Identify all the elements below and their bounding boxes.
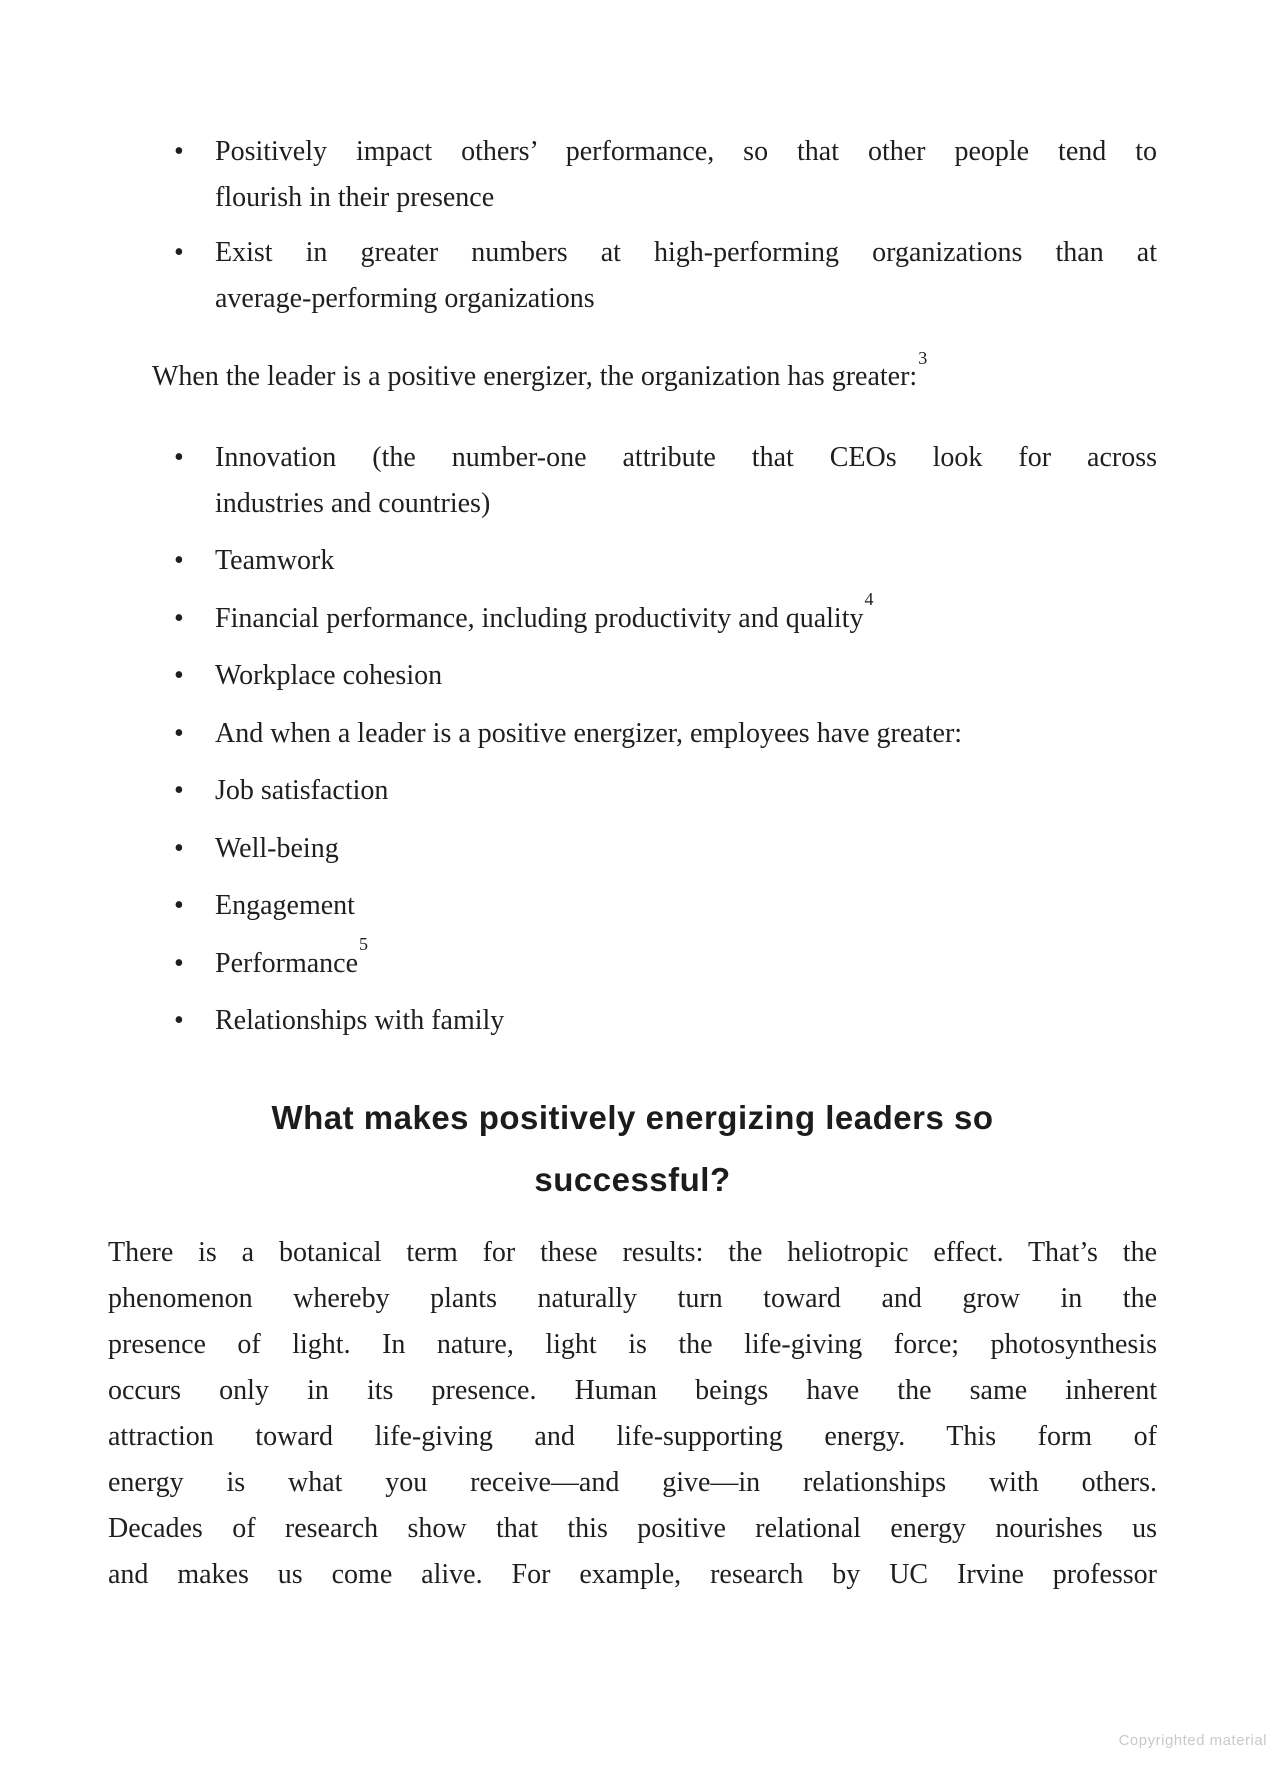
list-item-text: Financial performance, including productivity and quality: [215, 602, 864, 634]
text-line: [215, 589, 1157, 642]
text-line: [215, 934, 1157, 987]
text-line: • Engagement: [215, 890, 355, 921]
copyright-watermark: Copyrighted material: [1118, 1732, 1267, 1749]
text-line: • Relationships with family: [215, 1005, 505, 1036]
list-item: [108, 129, 1157, 220]
list-item: [108, 653, 1157, 699]
list-item: [108, 711, 1157, 757]
lead-paragraph: [108, 347, 1157, 400]
intro-bullet-list: [108, 129, 1157, 331]
lead-text: When the leader is a positive energizer, the organization has greater:: [152, 361, 918, 392]
text-line: phenomenon whereby plants naturally turn toward and grow in the: [108, 1283, 1157, 1314]
text-line: energy is what you receive—and give—in relationships with others.: [108, 1467, 1157, 1498]
text-line: • Teamwork: [215, 545, 335, 576]
text-line: flourish in their presence: [215, 181, 495, 213]
heading-line: What makes positively energizing leaders so: [271, 1099, 994, 1136]
list-item: [108, 589, 1157, 642]
list-item-text: Performance: [215, 947, 359, 979]
text-line: presence of light. In nature, light is the life-giving force; photosynthesis: [108, 1329, 1157, 1360]
benefits-bullet-list: [108, 435, 1157, 1056]
footnote-reference: 5: [359, 934, 369, 955]
text-line: There is a botanical term for these results: the heliotropic effect. That’s the: [108, 1237, 1157, 1268]
text-line: • And when a leader is a positive energizer, employees have greater:: [215, 717, 963, 749]
text-line: and makes us come alive. For example, research by UC Irvine professor: [108, 1559, 1157, 1590]
text-line: industries and countries): [215, 487, 491, 519]
text-line: average-performing organizations: [215, 282, 595, 314]
list-item: [108, 768, 1157, 814]
text-line: • Workplace cohesion: [215, 660, 443, 691]
text-line: • Job satisfaction: [215, 775, 389, 806]
text-line: • Positively impact others’ performance, so that other people tend to: [215, 136, 1157, 167]
body-paragraph: [108, 1230, 1157, 1598]
footnote-reference: 3: [918, 347, 928, 368]
heading-line: successful?: [534, 1161, 731, 1198]
text-line: attraction toward life-giving and life-supporting energy. This form of: [108, 1421, 1157, 1452]
list-item: [108, 538, 1157, 584]
text-line: • Innovation (the number-one attribute that CEOs look for across: [215, 442, 1157, 473]
list-item: [108, 998, 1157, 1044]
list-item: [108, 934, 1157, 987]
text-line: Decades of research show that this positive relational energy nourishes us: [108, 1513, 1157, 1544]
list-item: [108, 883, 1157, 929]
list-item: [108, 826, 1157, 872]
text-line: • Exist in greater numbers at high-performing organizations than at: [215, 237, 1157, 268]
list-item: [108, 435, 1157, 526]
section-heading: [108, 1087, 1157, 1211]
text-line: • Well-being: [215, 832, 339, 864]
list-item: [108, 230, 1157, 321]
footnote-reference: 4: [864, 589, 874, 610]
text-line: occurs only in its presence. Human beings have the same inherent: [108, 1375, 1157, 1406]
